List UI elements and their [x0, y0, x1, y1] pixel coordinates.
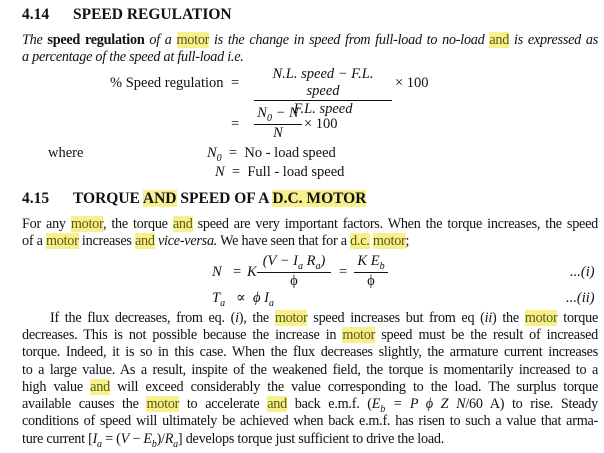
proportional-sign: ∝: [235, 290, 246, 306]
text-run: , the torque: [102, 216, 173, 232]
paragraph-line: [22, 49, 598, 66]
section-title-speed-regulation: SPEED REGULATION: [73, 6, 232, 23]
subscript: 0: [266, 112, 272, 124]
multiplier: × 100: [304, 116, 338, 132]
paragraph-line: [22, 216, 598, 233]
text-run: For any: [22, 216, 71, 232]
equals-sign: =: [231, 75, 240, 91]
text-run: E: [371, 396, 381, 412]
text-run: We have seen that for a: [217, 233, 351, 249]
constant-k: K: [247, 264, 257, 280]
minus-n: − N: [271, 105, 299, 121]
fraction-v-iara-over-phi: [257, 253, 331, 290]
text-run: I: [92, 431, 98, 447]
text-run: ] develops torque just sufficient to drive the load.: [177, 431, 445, 447]
subscript: a: [297, 260, 303, 272]
symbol-n: N: [257, 105, 267, 121]
where-label: where: [48, 145, 84, 161]
highlighted-text: AND: [142, 190, 177, 207]
num-part: K E: [357, 253, 380, 269]
text-run: torque. Indeed, it is so in this case. When the flux decreases slightly, the armature current increases: [22, 344, 598, 360]
symbol-t: T: [212, 290, 221, 306]
highlighted-text: motor: [146, 396, 180, 412]
symbol: N: [215, 164, 225, 180]
paragraph-line: [22, 327, 598, 344]
text-run: is the change in speed from full-load to no-load: [209, 32, 490, 48]
text-run: a percentage of the speed at full-load i.e.: [22, 49, 244, 65]
definition-text: Full - load speed: [247, 164, 345, 180]
section-number-4-14: 4.14: [22, 6, 50, 23]
text-run: = (: [101, 431, 121, 447]
text-run: ture current [: [22, 431, 93, 447]
paragraph-line: [22, 413, 598, 430]
text-run: to accelerate: [179, 396, 268, 412]
num-part: R: [302, 253, 316, 269]
text-run: to a large value. As a result, inspite of the weakened field, the torque is momentarily increased to a: [22, 362, 598, 378]
subscript: a: [315, 260, 321, 272]
text-run: torque: [557, 310, 599, 326]
text-run: speed are very important factors. When the torque increases, the speed: [192, 216, 598, 232]
subscript: a: [220, 297, 226, 309]
numerator: [354, 253, 388, 272]
fraction-keb-over-phi: [354, 253, 388, 290]
text-run: available causes the: [22, 396, 147, 412]
equals-sign: =: [231, 164, 241, 180]
fraction-n0-n: [254, 105, 302, 142]
subscript: a: [269, 297, 274, 309]
paragraph-line: [50, 310, 598, 327]
equation-tag-i: ...(i): [570, 264, 595, 280]
highlighted-text: and: [267, 396, 287, 412]
equation-label: % Speed regulation: [110, 75, 224, 91]
denominator-phi: ϕ: [290, 272, 298, 289]
text-run: conditions of speed will ultimately be achieved when back e.m.f. has risen to such a value that arma-: [22, 413, 598, 429]
subscript: a: [173, 438, 178, 450]
text-run: speed must be the result of increased: [375, 327, 598, 343]
paragraph-line: [22, 233, 598, 250]
definition-text: No - load speed: [244, 145, 336, 161]
phi-ia: ϕ I: [253, 290, 269, 306]
highlighted-text: motor: [176, 32, 210, 48]
equals-sign: =: [231, 116, 240, 132]
denominator: N: [273, 124, 283, 141]
highlighted-text: and: [90, 379, 110, 395]
text-run: vice-versa.: [158, 233, 218, 249]
highlighted-text: D.C. MOTOR: [272, 190, 367, 207]
numerator: [254, 105, 302, 124]
highlighted-text: and: [172, 216, 193, 232]
paragraph-line: [22, 344, 598, 361]
text-run: The: [22, 32, 48, 48]
text-run: )/: [156, 431, 165, 447]
text-run: back e.m.f. (: [286, 396, 372, 412]
text-run: /60 A) to rise. Steady: [465, 396, 598, 412]
text-run: TORQUE: [73, 190, 143, 207]
num-part: ): [320, 253, 326, 269]
section-number-4-15: 4.15: [22, 190, 50, 207]
paragraph-line: [22, 379, 598, 396]
subscript: b: [151, 438, 157, 450]
text-run: increases: [78, 233, 135, 249]
symbol: N: [207, 145, 217, 161]
paragraph-line: [22, 362, 598, 379]
text-run: of a: [22, 233, 46, 249]
definition-n: [215, 164, 344, 181]
highlighted-text: motor: [70, 216, 103, 232]
text-run: is expressed as: [509, 32, 599, 48]
numerator: N.L. speed − F.L. speed: [272, 66, 374, 99]
text-run: If the flux decreases, from eq. (: [50, 310, 236, 326]
section-title-torque-speed: [73, 190, 366, 208]
text-run: R: [164, 431, 174, 447]
text-run: i: [235, 310, 239, 326]
num-part: (V − I: [262, 253, 298, 269]
highlighted-text: motor: [342, 327, 376, 343]
paragraph-line: [22, 32, 598, 49]
highlighted-text: and: [134, 233, 155, 249]
paragraph-line: [22, 431, 598, 453]
text-run: E: [143, 431, 152, 447]
text-run: −: [129, 431, 144, 447]
subscript: b: [379, 260, 385, 272]
subscript: 0: [216, 152, 222, 164]
text-run: speed regulation: [47, 32, 145, 48]
text-run: decreases. This is not possible because the increase in: [22, 327, 343, 343]
highlighted-text: motor: [45, 233, 79, 249]
text-run: ) the: [492, 310, 525, 326]
text-run: = P ϕ Z N: [384, 396, 466, 412]
text-run: high value: [22, 379, 91, 395]
highlighted-text: motor: [372, 233, 406, 249]
text-run: of a: [144, 32, 177, 48]
definition-n0: [207, 145, 336, 164]
highlighted-text: motor: [524, 310, 558, 326]
subscript: a: [97, 438, 102, 450]
equals-sign: =: [339, 264, 348, 280]
equation-lhs-n: N: [212, 264, 222, 280]
denominator-phi: ϕ: [367, 272, 375, 289]
subscript: b: [380, 403, 385, 415]
text-run: will exceed considerably the value corresponding to the load. The surplus torque: [109, 379, 599, 395]
text-run: V: [120, 431, 130, 447]
highlighted-text: motor: [274, 310, 308, 326]
text-run: ;: [405, 233, 410, 249]
numerator: [257, 253, 331, 272]
equals-sign: =: [228, 145, 238, 161]
equation-torque: [212, 290, 274, 309]
text-run: SPEED OF A: [176, 190, 273, 207]
highlighted-text: d.c.: [350, 233, 370, 249]
text-run: ii: [484, 310, 493, 326]
equation-tag-ii: ...(ii): [566, 290, 595, 306]
equals-sign: =: [233, 264, 242, 280]
text-run: ), the: [238, 310, 275, 326]
highlighted-text: and: [489, 32, 510, 48]
multiplier: × 100: [395, 75, 429, 91]
denominator: F.L. speed: [293, 101, 353, 117]
text-run: speed increases but from eq (: [307, 310, 485, 326]
